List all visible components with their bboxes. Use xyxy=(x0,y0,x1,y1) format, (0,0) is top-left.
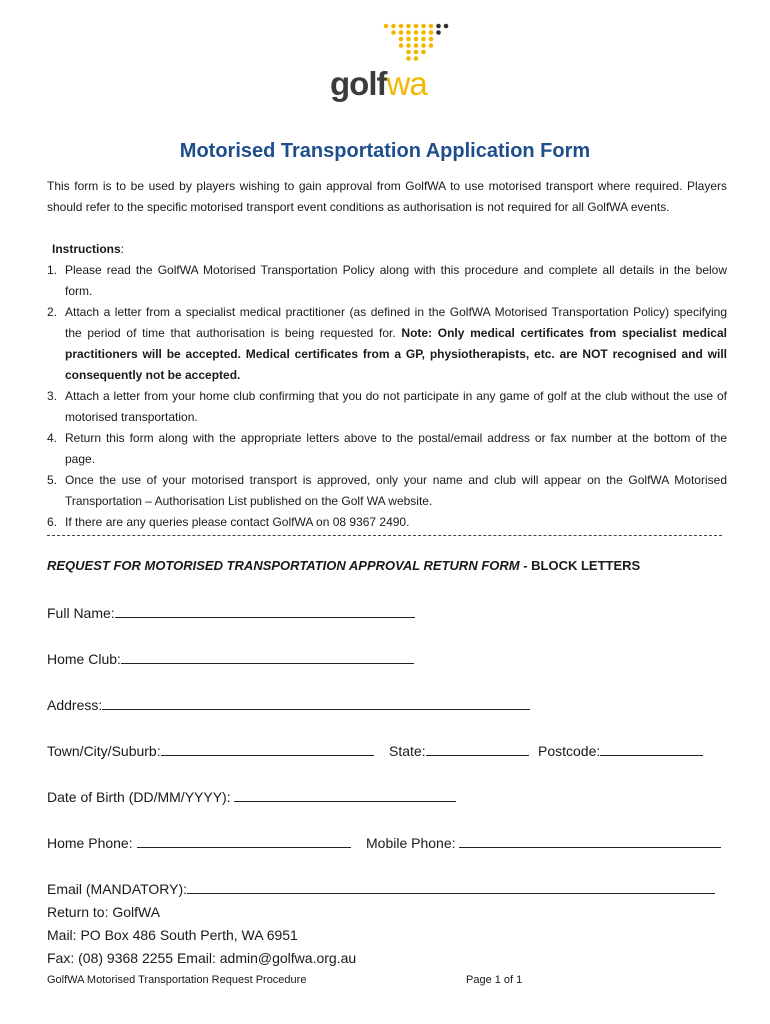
logo-wa-text: wa xyxy=(386,65,427,102)
list-number: 1. xyxy=(47,263,58,277)
page-title: Motorised Transportation Application Form xyxy=(179,140,591,162)
return-form-heading-plain: BLOCK LETTERS xyxy=(531,558,641,573)
logo-dot xyxy=(421,24,426,29)
logo-dot xyxy=(414,37,419,42)
logo-dot xyxy=(406,56,411,61)
return-form-heading xyxy=(47,558,640,573)
postcode-input[interactable] xyxy=(600,742,703,756)
intro-paragraph: This form is to be used by players wishing to gain approval from GolfWA to use motorised transport where required. Players should refer to the specific motorised transport event conditions as authorisation is not required for all GolfWA events. xyxy=(47,179,727,214)
return-form-heading-italic: REQUEST FOR MOTORISED TRANSPORTATION APPROVAL RETURN FORM - xyxy=(47,558,532,573)
dashed-divider xyxy=(47,535,722,536)
instructions-list xyxy=(47,260,727,533)
state-field xyxy=(389,742,529,759)
list-item xyxy=(47,260,727,302)
logo-dot xyxy=(406,43,411,48)
logo-dot xyxy=(406,50,411,55)
return-mail: Mail: PO Box 486 South Perth, WA 6951 xyxy=(47,927,298,943)
logo-dot xyxy=(429,30,434,35)
logo-dot xyxy=(414,43,419,48)
postcode-field xyxy=(538,742,703,759)
return-to: Return to: GolfWA xyxy=(47,904,161,920)
address-field xyxy=(47,696,530,713)
logo-dot xyxy=(444,24,449,29)
logo-dot xyxy=(414,30,419,35)
town-label: Town/City/Suburb: xyxy=(47,743,161,759)
list-number: 2. xyxy=(47,305,58,319)
footer-page-number: Page 1 of 1 xyxy=(466,974,523,986)
list-note-bold: Note: Only medical certificates from specialist medical practitioners will be accepted. Medical certificates from a GP, physiotherapists, etc. are NOT recognised and will consequently not be accepted. xyxy=(65,326,727,382)
logo-dot xyxy=(421,37,426,42)
list-item xyxy=(47,386,727,428)
home-club-input[interactable] xyxy=(121,650,414,664)
logo-dot xyxy=(414,24,419,29)
email-label: Email (MANDATORY): xyxy=(47,881,188,897)
list-number: 6. xyxy=(47,515,58,529)
list-text: Once the use of your motorised transport is approved, only your name and club will appear on the GolfWA Motorised Transportation – Authorisation List published on the Golf WA website. xyxy=(65,473,727,508)
mobile-phone-field xyxy=(366,834,721,851)
mobile-phone-label: Mobile Phone: xyxy=(366,835,460,851)
list-item xyxy=(47,512,727,533)
address-input[interactable] xyxy=(102,696,530,710)
logo-wordmark xyxy=(330,64,427,104)
email-input[interactable] xyxy=(187,880,715,894)
home-phone-field xyxy=(47,834,351,851)
logo-dot xyxy=(421,43,426,48)
logo-dot xyxy=(391,24,396,29)
logo-dot xyxy=(414,50,419,55)
logo-dot xyxy=(406,24,411,29)
logo-dot xyxy=(399,30,404,35)
logo-dot xyxy=(421,30,426,35)
logo-dot xyxy=(406,37,411,42)
list-text: Attach a letter from your home club confirming that you do not participate in any game of golf at the club without the use of motorised transportation. xyxy=(65,389,727,424)
logo-dot xyxy=(414,56,419,61)
logo-dot xyxy=(399,43,404,48)
dob-input[interactable] xyxy=(234,788,456,802)
logo-dot xyxy=(436,24,441,29)
list-text: Return this form along with the appropriate letters above to the postal/email address or fax number at the bottom of the page. xyxy=(65,431,727,466)
state-input[interactable] xyxy=(426,742,529,756)
list-text: Please read the GolfWA Motorised Transportation Policy along with this procedure and complete all details in the below form. xyxy=(65,263,727,298)
logo-dot xyxy=(391,30,396,35)
logo-dot xyxy=(421,50,426,55)
list-number: 5. xyxy=(47,473,58,487)
full-name-field xyxy=(47,604,415,621)
logo-dot xyxy=(399,24,404,29)
home-phone-label: Home Phone: xyxy=(47,835,137,851)
return-fax-email: Fax: (08) 9368 2255 Email: admin@golfwa.org.au xyxy=(47,950,357,966)
list-text: Attach a letter from a specialist medical practitioner (as defined in the GolfWA Motorised Transportation Policy) specifying the period of time that authorisation is being requested for. xyxy=(65,305,727,340)
footer-left: GolfWA Motorised Transportation Request Procedure xyxy=(47,974,307,986)
dob-field xyxy=(47,788,456,805)
logo-dot xyxy=(429,43,434,48)
logo-dot xyxy=(429,24,434,29)
instructions-colon: : xyxy=(120,242,125,256)
instructions-heading-label: Instructions xyxy=(52,242,121,256)
logo-dot xyxy=(406,30,411,35)
logo-dot xyxy=(436,30,441,35)
home-phone-input[interactable] xyxy=(137,834,351,848)
logo-dot xyxy=(429,37,434,42)
list-item xyxy=(47,470,727,512)
state-label: State: xyxy=(389,743,426,759)
mobile-phone-input[interactable] xyxy=(459,834,721,848)
town-input[interactable] xyxy=(161,742,374,756)
address-label: Address: xyxy=(47,697,103,713)
home-club-label: Home Club: xyxy=(47,651,121,667)
town-field xyxy=(47,742,374,759)
list-item xyxy=(47,428,727,470)
full-name-label: Full Name: xyxy=(47,605,115,621)
postcode-label: Postcode: xyxy=(538,743,601,759)
golfwa-logo xyxy=(326,22,446,102)
list-text: If there are any queries please contact GolfWA on 08 9367 2490. xyxy=(65,515,410,529)
home-club-field xyxy=(47,650,414,667)
dob-label: Date of Birth (DD/MM/YYYY): xyxy=(47,789,235,805)
list-number: 3. xyxy=(47,389,58,403)
list-number: 4. xyxy=(47,431,58,445)
instructions-heading xyxy=(52,239,124,260)
full-name-input[interactable] xyxy=(115,604,415,618)
email-field xyxy=(47,880,715,897)
logo-dot xyxy=(399,37,404,42)
list-item xyxy=(47,302,727,386)
logo-golf-text: golf xyxy=(330,65,387,102)
logo-dot xyxy=(384,24,389,29)
